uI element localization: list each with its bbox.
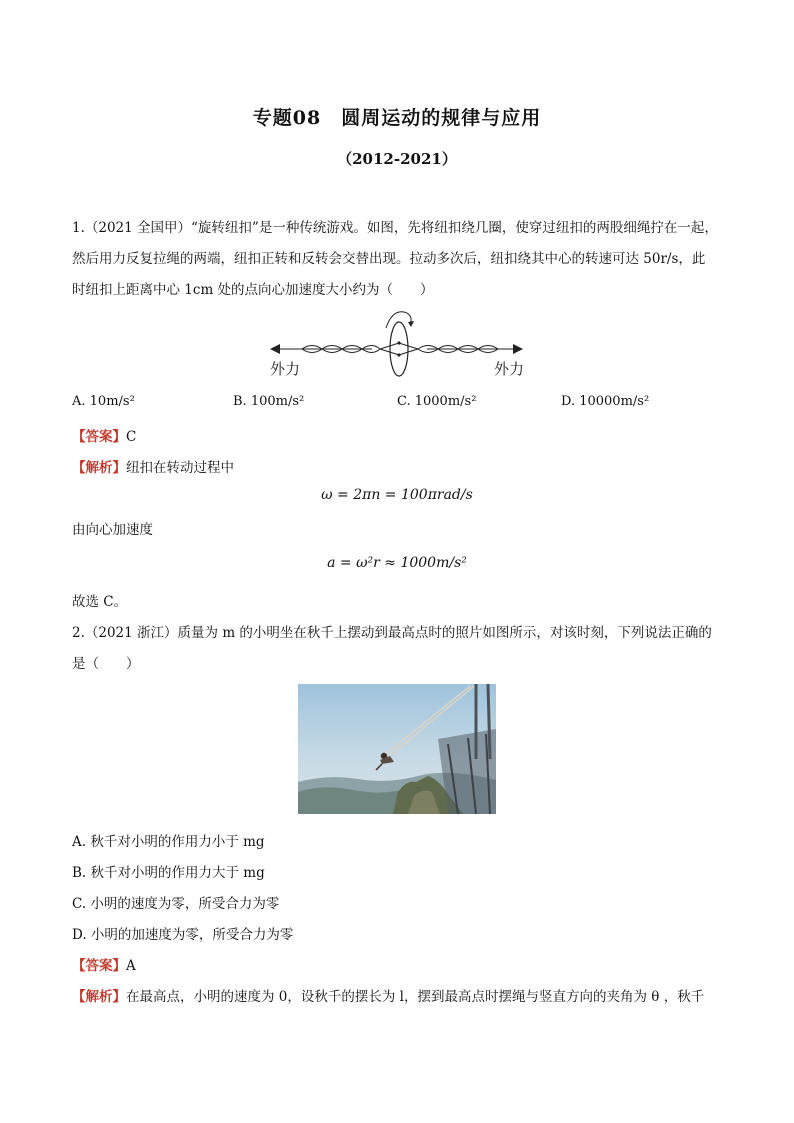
q1-analysis xyxy=(72,456,234,476)
page-title: 专题08 圆周运动的规律与应用 xyxy=(252,107,542,129)
right-force-label: 外力 xyxy=(494,360,525,378)
q1-stem-line-3: 时纽扣上距离中心 1cm 处的点向心加速度大小约为（ ） xyxy=(72,282,434,298)
q2-option-b: B. 秋千对小明的作用力大于 mg xyxy=(72,865,265,881)
q1-option-d: D. 10000m/s² xyxy=(561,394,650,409)
button-shape xyxy=(390,322,408,376)
analysis-text: 在最高点，小明的速度为 0，设秋千的摆长为 l，摆到最高点时摆绳与竖直方向的夹角为 θ ，秋千 xyxy=(126,989,705,1005)
right-arrow-head xyxy=(513,344,523,354)
answer-value: C xyxy=(126,429,137,445)
q1-stem-line-2: 然后用力反复拉绳的两端，纽扣正转和反转会交替出现。拉动多次后，纽扣绕其中心的转速可达 50r/s，此 xyxy=(72,251,706,267)
q2-stem-line-2: 是（ ） xyxy=(72,656,140,672)
q1-conclusion: 故选 C。 xyxy=(72,594,128,610)
left-arrow-head xyxy=(270,344,280,354)
q2-answer xyxy=(72,954,136,974)
q1-stem-line-1: 1.（2021 全国甲）“旋转纽扣”是一种传统游戏。如图，先将纽扣绕几圈，使穿过纽扣的两股细绳拧在一起， xyxy=(72,220,718,236)
q2-option-c: C. 小明的速度为零，所受合力为零 xyxy=(72,896,280,912)
q1-equation-2: a = ω²r ≈ 1000m/s² xyxy=(327,555,467,571)
analysis-tag: 【解析】 xyxy=(72,460,126,476)
q1-option-b: B. 100m/s² xyxy=(233,394,305,409)
q2-analysis xyxy=(72,985,704,1005)
q2-option-a: A. 秋千对小明的作用力小于 mg xyxy=(72,834,265,850)
answer-tag: 【答案】 xyxy=(72,958,126,974)
swing-photo xyxy=(298,684,496,814)
q1-equation-1: ω = 2πn = 100πrad/s xyxy=(321,487,473,503)
left-force-label: 外力 xyxy=(270,360,301,378)
page-subtitle: （2012-2021） xyxy=(337,150,457,168)
rotation-arrow xyxy=(386,312,411,328)
analysis-text: 纽扣在转动过程中 xyxy=(126,460,234,476)
q1-answer xyxy=(72,425,136,445)
answer-tag: 【答案】 xyxy=(72,429,126,445)
analysis-tag: 【解析】 xyxy=(72,989,126,1005)
q1-analysis-line-2: 由向心加速度 xyxy=(72,522,153,538)
answer-value: A xyxy=(126,958,136,974)
q1-option-a: A. 10m/s² xyxy=(72,394,135,409)
q2-stem-line-1: 2.（2021 浙江）质量为 m 的小明坐在秋千上摆动到最高点时的照片如图所示，对该时刻，下列说法正确的 xyxy=(72,625,712,641)
q1-option-c: C. 1000m/s² xyxy=(397,394,477,409)
q2-option-d: D. 小明的加速度为零，所受合力为零 xyxy=(72,927,294,943)
button-spin-figure xyxy=(262,306,537,382)
